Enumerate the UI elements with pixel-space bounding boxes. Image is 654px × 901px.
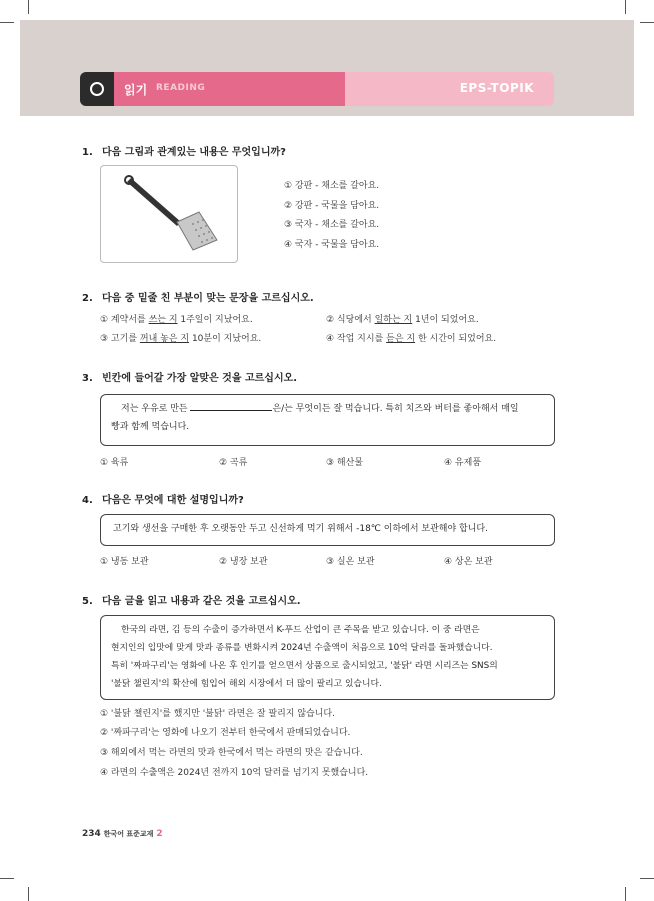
q4-passage: 고기와 생선을 구매한 후 오랫동안 두고 신선하게 먹기 위해서 -18℃ 이하에서 보관해야 합니다. [113,524,488,534]
crop-mark [0,22,14,23]
blank-line [190,400,272,411]
q5-option-3[interactable]: ③ 해외에서 먹는 라면의 맛과 한국에서 먹는 라면의 맛은 같습니다. [100,748,363,758]
q5-passage [111,621,498,693]
question-number: 5. [82,596,93,607]
q1-option-2[interactable]: ② 강판 - 국물을 담아요. [284,201,380,211]
question-4 [82,491,244,506]
underlined-text: 쓰는 지 [148,315,178,325]
q2-option-1[interactable] [100,312,253,325]
crop-mark [0,878,14,879]
passage-line: '불닭 챌린지'의 확산에 힘입어 해외 시장에서 더 많이 팔리고 있습니다. [111,679,382,689]
option-text: 10분이 지났어요. [189,334,262,344]
crop-mark [625,0,626,14]
q3-option-4[interactable]: ④ 유제품 [444,458,482,468]
header-title-bar [114,72,345,106]
question-prompt: 빈칸에 들어갈 가장 알맞은 것을 고르십시오. [102,373,298,384]
crop-mark [640,878,654,879]
question-number: 1. [82,147,93,158]
q5-option-2[interactable]: ② '짜파구리'는 영화에 나오기 전부터 한국에서 판매되었습니다. [100,728,351,738]
option-text: ① 계약서를 [100,315,149,325]
option-text: 1주일이 지났어요. [177,315,253,325]
q1-option-4[interactable]: ④ 국자 - 국물을 담아요. [284,240,380,250]
section-header [80,72,554,106]
q2-option-3[interactable] [100,331,261,344]
reading-icon [80,72,114,106]
q2-option-4[interactable] [326,331,496,344]
book-title: 한국어 표준교재 [103,830,154,838]
book-volume: 2 [156,829,163,839]
q4-option-1[interactable]: ① 냉동 보관 [100,557,149,567]
crop-mark [625,887,626,901]
q1-option-1[interactable]: ① 강판 - 채소를 갈아요. [284,181,380,191]
crop-mark [28,0,29,14]
passage-text: 은/는 무엇이든 잘 먹습니다. 특히 치즈와 버터를 좋아해서 매일 [272,404,519,414]
question-prompt: 다음 그림과 관계있는 내용은 무엇입니까? [102,147,286,158]
header-brand-bar [345,72,554,106]
q3-passage [111,400,519,436]
q4-option-2[interactable]: ② 냉장 보관 [219,557,268,567]
q5-option-1[interactable]: ① '불닭 챌린지'를 했지만 '불닭' 라면은 잘 팔리지 않습니다. [100,709,335,719]
grater-icon [101,166,237,262]
q3-option-2[interactable]: ② 곡류 [219,458,248,468]
q2-option-2[interactable] [326,312,479,325]
underlined-text: 일하는 지 [374,315,413,325]
section-title: 읽기 [124,83,148,97]
option-text: ② 식당에서 [326,315,375,325]
passage-text: 빵과 함께 먹습니다. [111,422,190,432]
question-number: 2. [82,293,93,304]
option-text: 1년이 되었어요. [412,315,479,325]
question-number: 4. [82,495,93,506]
page-number: 234 [82,829,101,839]
underlined-text: 꺼내 놓은 지 [139,334,190,344]
q5-passage-box [100,615,555,700]
grater-image [100,165,238,263]
option-text: 한 시간이 되었어요. [415,334,497,344]
passage-line: 특히 '짜파구리'는 영화에 나온 후 인기를 얻으면서 상품으로 출시되었고, '불닭' 라면 시리즈는 SNS의 [111,661,498,671]
option-text: ③ 고기를 [100,334,140,344]
q5-option-4[interactable]: ④ 라면의 수출액은 2024년 전까지 10억 달러를 넘기지 못했습니다. [100,768,369,778]
question-5 [82,592,301,607]
question-1 [82,143,286,158]
passage-text: 저는 우유로 만든 [121,404,191,414]
q4-passage-box [100,514,555,546]
q4-option-4[interactable]: ④ 상온 보관 [444,557,493,567]
question-prompt: 다음 중 밑줄 친 부분이 맞는 문장을 고르십시오. [102,293,314,304]
option-text: ④ 작업 지시를 [326,334,387,344]
question-number: 3. [82,373,93,384]
q1-option-3[interactable]: ③ 국자 - 채소를 갈아요. [284,220,380,230]
question-prompt: 다음은 무엇에 대한 설명입니까? [102,495,244,506]
underlined-text: 듣은 지 [386,334,416,344]
page-footer [82,829,163,839]
passage-line: 현지인의 입맛에 맞게 맛과 종류를 변화시켜 2024년 수출액이 처음으로 10억 달러를 돌파했습니다. [111,643,493,653]
q3-passage-box [100,394,555,446]
question-2 [82,289,314,304]
crop-mark [28,887,29,901]
section-subtitle: READING [156,83,206,93]
crop-mark [640,22,654,23]
passage-line: 한국의 라면, 김 등의 수출이 증가하면서 K-푸드 산업이 큰 주목을 받고 있습니다. 이 중 라면은 [121,625,480,635]
q3-option-1[interactable]: ① 육류 [100,458,129,468]
question-3 [82,369,297,384]
q3-option-3[interactable]: ③ 해산물 [326,458,364,468]
q4-option-3[interactable]: ③ 실온 보관 [326,557,375,567]
question-prompt: 다음 글을 읽고 내용과 같은 것을 고르십시오. [102,596,301,607]
brand-label: EPS-TOPIK [459,81,534,95]
